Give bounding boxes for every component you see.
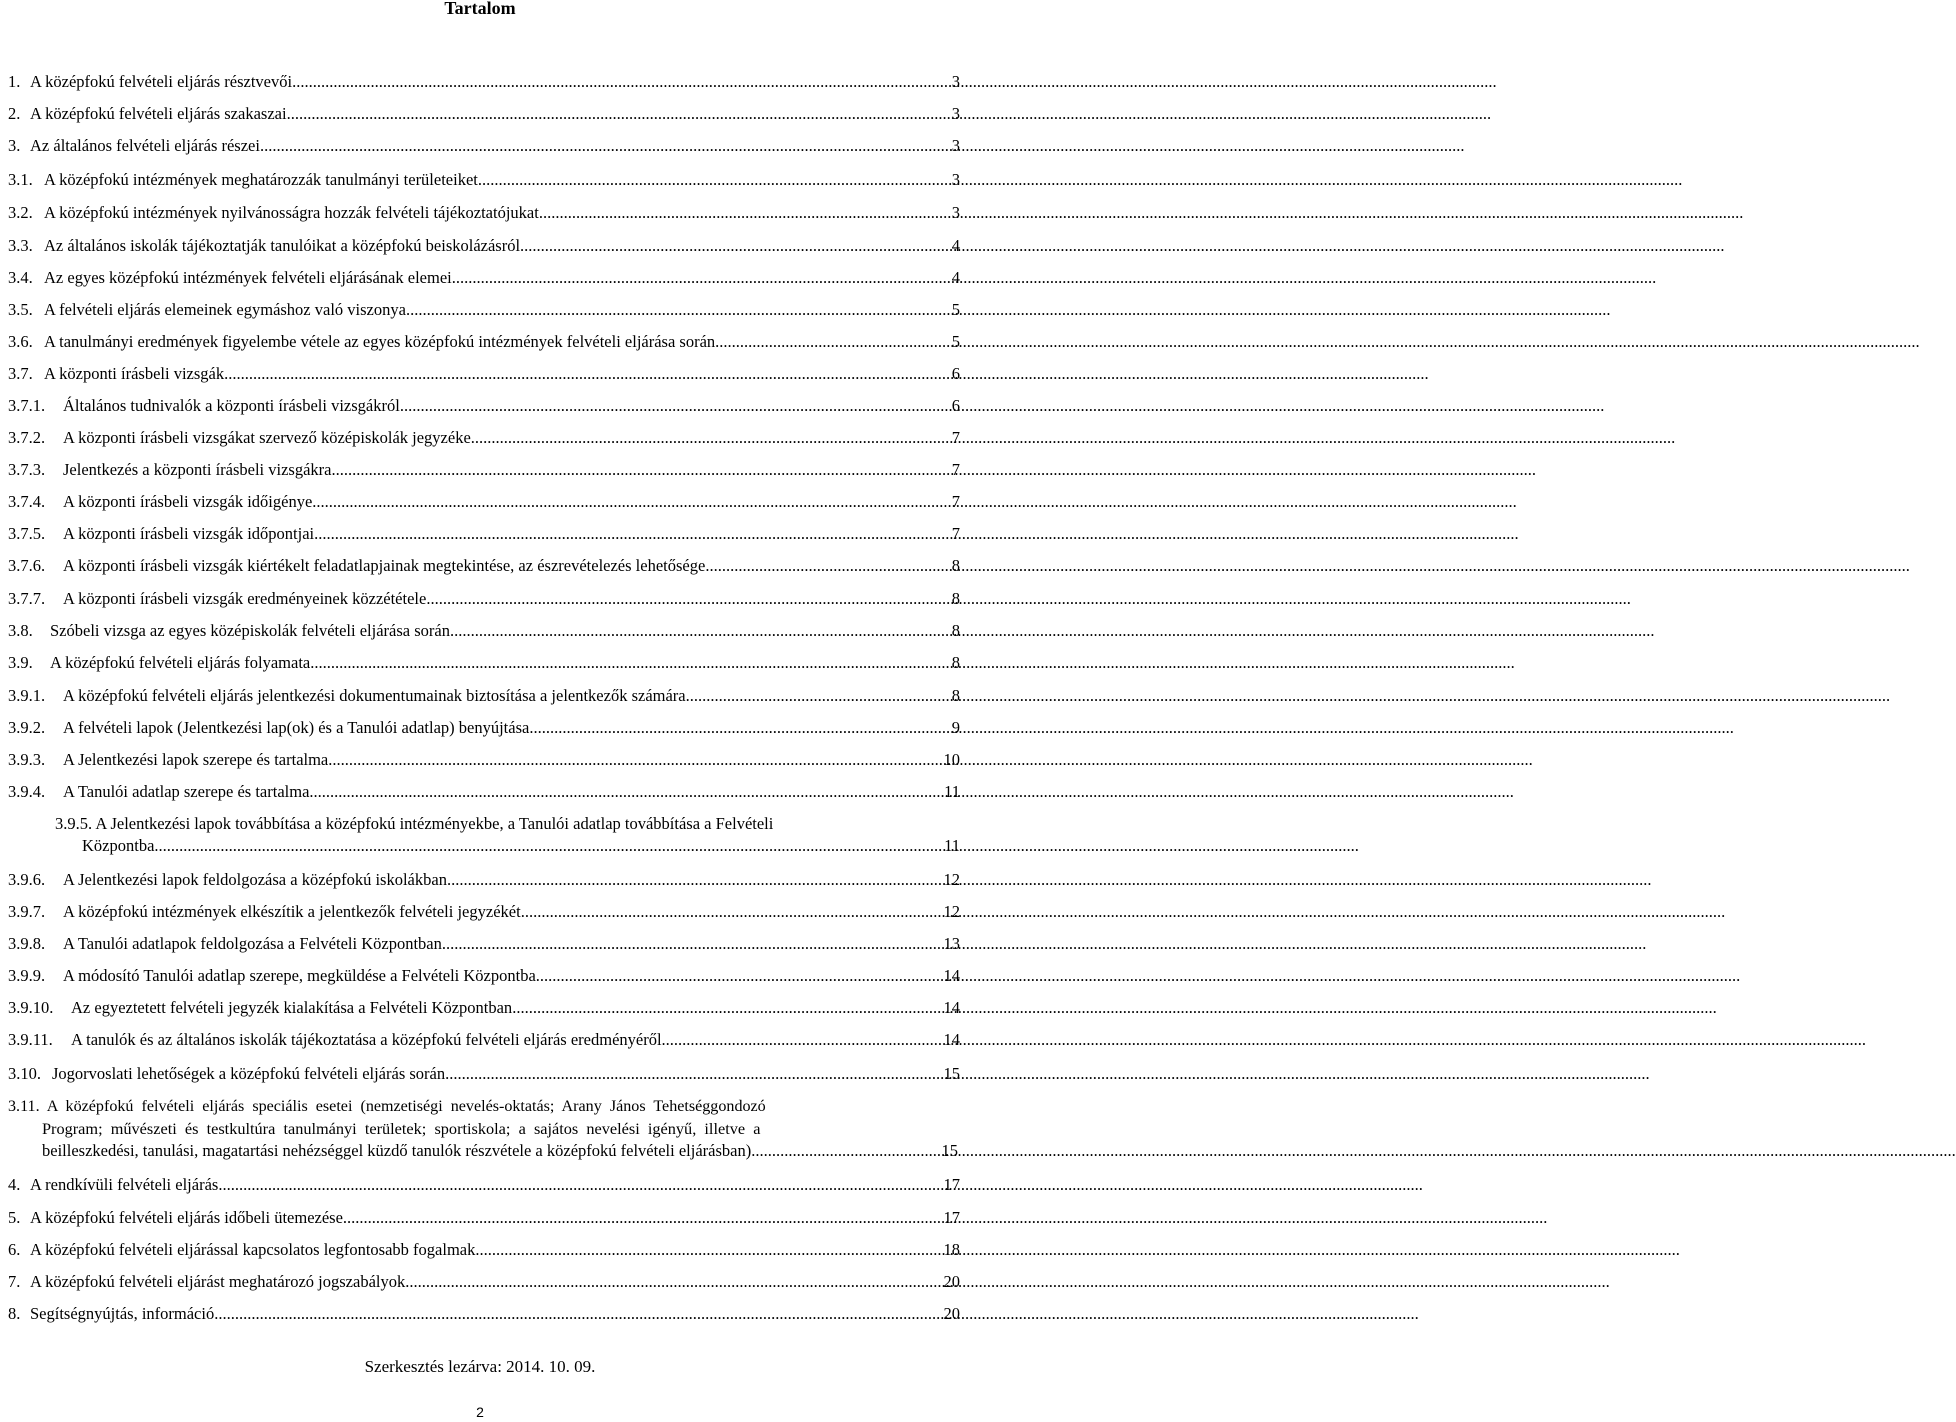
toc-title: Jelentkezés a központi írásbeli vizsgákra <box>63 460 332 479</box>
toc-page-number: 8 <box>951 653 960 672</box>
toc-leader <box>312 492 951 512</box>
toc-title: A központi írásbeli vizsgák időigénye <box>63 492 313 511</box>
toc-number: 3.3. <box>8 236 33 255</box>
page-number: 2 <box>476 1404 484 1420</box>
toc-entry[interactable] <box>8 686 960 706</box>
toc-number: 8. <box>8 1304 21 1323</box>
toc-number: 3.9.2. <box>8 718 46 737</box>
toc-title: Szóbeli vizsga az egyes középiskolák felvételi eljárása során <box>50 621 450 640</box>
toc-page-number: 6 <box>951 396 960 415</box>
toc-page-number: 14 <box>943 998 960 1017</box>
toc-leader <box>686 686 952 706</box>
toc-title: A középfokú felvételi eljárással kapcsolatos legfontosabb fogalmak <box>30 1240 476 1259</box>
toc-page-number: 7 <box>951 524 960 543</box>
toc-title: 3.9.5. A Jelentkezési lapok továbbítása a középfokú intézményekbe, a Tanulói adatlap továbbítása a Felvételi <box>55 814 774 833</box>
toc-leader <box>331 460 951 480</box>
edit-closed-date: Szerkesztés lezárva: 2014. 10. 09. <box>364 1357 596 1376</box>
toc-number: 3.7.5. <box>8 524 46 543</box>
toc-title: A középfokú felvételi eljárás szakaszai <box>30 104 287 123</box>
toc-number: 3.7.7. <box>8 589 46 608</box>
toc-entry[interactable] <box>8 750 960 770</box>
toc-number: 3.7.1. <box>8 396 46 415</box>
toc-entry[interactable] <box>8 492 960 512</box>
toc-page-number: 10 <box>943 750 960 769</box>
toc-title: A központi írásbeli vizsgák eredményeinek közzététele <box>63 589 427 608</box>
toc-page-number: 15 <box>941 1141 958 1160</box>
toc-leader <box>406 300 952 320</box>
toc-title: Központba <box>82 836 155 855</box>
toc-page-number: 17 <box>943 1175 960 1194</box>
toc-entry[interactable] <box>8 203 960 223</box>
toc-number: 4. <box>8 1175 21 1194</box>
toc-page-number: 3 <box>951 203 960 222</box>
toc-entry[interactable] <box>8 556 960 576</box>
toc-entry[interactable] <box>8 1208 960 1228</box>
toc-entry[interactable] <box>8 621 960 641</box>
toc-leader <box>715 332 952 352</box>
toc-page-number: 20 <box>943 1304 960 1323</box>
toc-leader <box>521 902 944 922</box>
toc-entry[interactable] <box>8 589 960 609</box>
toc-number: 2. <box>8 104 21 123</box>
toc-entry-line <box>8 1140 958 1162</box>
toc-leader <box>450 621 952 641</box>
toc-leader <box>400 396 952 416</box>
toc-page-number: 7 <box>951 492 960 511</box>
toc-page-number: 7 <box>951 428 960 447</box>
toc-number: 3.7.3. <box>8 460 46 479</box>
toc-title: A felvételi eljárás elemeinek egymáshoz való viszonya <box>44 300 406 319</box>
toc-title: A Jelentkezési lapok feldolgozása a középfokú iskolákban <box>63 870 447 889</box>
toc-page-number: 3 <box>951 170 960 189</box>
toc-leader <box>512 998 943 1018</box>
toc-leader <box>447 870 944 890</box>
toc-page-number: 18 <box>943 1240 960 1259</box>
toc-entry[interactable] <box>8 236 960 256</box>
toc-page-number: 5 <box>951 300 960 319</box>
toc-entry[interactable] <box>8 1304 960 1324</box>
toc-entry[interactable] <box>8 870 960 890</box>
toc-leader <box>309 782 944 802</box>
toc-entry[interactable] <box>8 170 960 190</box>
toc-title: beilleszkedési, tanulási, magatartási nehézséggel küzdő tanulók részvétele a középfokú felvételi eljárásban) <box>42 1141 752 1160</box>
toc-page-number: 12 <box>943 870 960 889</box>
toc-leader <box>445 1064 943 1084</box>
toc-leader <box>705 556 951 576</box>
toc-title: A központi írásbeli vizsgákat szervező középiskolák jegyzéke <box>63 428 471 447</box>
toc-entry[interactable] <box>8 998 960 1018</box>
toc-leader <box>471 428 952 448</box>
toc-page-number: 3 <box>951 136 960 155</box>
toc-leader <box>751 1140 941 1162</box>
toc-title: Program; művészeti és testkultúra tanulmányi területek; sportiskola; a sajátos nevelési igényű, illetve a <box>42 1119 761 1138</box>
toc-leader <box>154 835 944 857</box>
toc-entry[interactable] <box>8 1064 960 1084</box>
toc-number: 3.9.1. <box>8 686 46 705</box>
toc-number: 3.9.8. <box>8 934 46 953</box>
toc-page-number: 3 <box>951 104 960 123</box>
toc-title: A középfokú intézmények elkészítik a jelentkezők felvételi jegyzékét <box>63 902 521 921</box>
page-title: Tartalom <box>444 0 516 18</box>
toc-entry[interactable] <box>8 653 960 673</box>
toc-number: 3.9.10. <box>8 998 54 1017</box>
toc-leader <box>287 104 952 124</box>
toc-page-number: 17 <box>943 1208 960 1227</box>
toc-number: 3.9.9. <box>8 966 46 985</box>
toc-page-number: 6 <box>951 364 960 383</box>
toc-number: 3.9.3. <box>8 750 46 769</box>
toc-leader <box>442 934 944 954</box>
toc-page-number: 8 <box>951 621 960 640</box>
toc-title: A középfokú intézmények meghatározzák tanulmányi területeiket <box>44 170 478 189</box>
toc-number: 3.5. <box>8 300 33 319</box>
toc-number: 3.1. <box>8 170 33 189</box>
toc-title: A Jelentkezési lapok szerepe és tartalma <box>63 750 329 769</box>
toc-title: A központi írásbeli vizsgák <box>44 364 225 383</box>
toc-number: 3.7. <box>8 364 33 383</box>
toc-leader <box>536 966 944 986</box>
toc-number: 5. <box>8 1208 21 1227</box>
toc-leader <box>529 718 951 738</box>
toc-page-number: 11 <box>944 836 960 855</box>
toc-title: A középfokú felvételi eljárás időbeli ütemezése <box>30 1208 343 1227</box>
toc-page-number: 3 <box>951 72 960 91</box>
toc-title: A középfokú felvételi eljárás jelentkezési dokumentumainak biztosítása a jelentkezők számára <box>63 686 686 705</box>
toc-number: 3.6. <box>8 332 33 351</box>
toc-title: A központi írásbeli vizsgák kiértékelt feladatlapjainak megtekintése, az észrevételezés lehetősége <box>63 556 706 575</box>
toc-leader <box>520 236 952 256</box>
toc-number: 3.9.6. <box>8 870 46 889</box>
toc-entry[interactable] <box>8 332 960 352</box>
toc-number: 3.7.2. <box>8 428 46 447</box>
toc-entry[interactable] <box>8 718 960 738</box>
toc-entry[interactable] <box>8 364 960 384</box>
toc-number: 3.9. <box>8 653 33 672</box>
toc-leader <box>539 203 952 223</box>
toc-leader <box>260 136 952 156</box>
toc-entry[interactable] <box>8 902 960 922</box>
toc-leader <box>475 1240 943 1260</box>
toc-number: 7. <box>8 1272 21 1291</box>
toc-number: 3. <box>8 136 21 155</box>
toc-page-number: 15 <box>943 1064 960 1083</box>
toc-entry[interactable] <box>8 136 960 156</box>
toc-number: 3.9.4. <box>8 782 46 801</box>
toc-number: 3.10. <box>8 1064 41 1083</box>
toc-leader <box>405 1272 943 1292</box>
toc-title: A középfokú felvételi eljárás folyamata <box>50 653 311 672</box>
toc-entry[interactable] <box>8 1175 960 1195</box>
toc-number: 1. <box>8 72 21 91</box>
toc-page-number: 12 <box>943 902 960 921</box>
toc-page-number: 8 <box>951 589 960 608</box>
toc-title: Jogorvoslati lehetőségek a középfokú felvételi eljárás során <box>52 1064 446 1083</box>
toc-entry[interactable] <box>8 72 960 92</box>
toc-entry[interactable] <box>8 104 960 124</box>
toc-number: 3.9.11. <box>8 1030 53 1049</box>
toc-entry[interactable] <box>8 934 960 954</box>
toc-title: Az általános iskolák tájékoztatják tanulóikat a középfokú beiskolázásról <box>44 236 521 255</box>
toc-title: Az egyeztetett felvételi jegyzék kialakítása a Felvételi Központban <box>71 998 513 1017</box>
toc-title: A módosító Tanulói adatlap szerepe, megküldése a Felvételi Központba <box>63 966 536 985</box>
toc-entry[interactable] <box>8 1030 960 1050</box>
toc-title: A tanulmányi eredmények figyelembe vétele az egyes középfokú intézmények felvételi eljárása során <box>44 332 716 351</box>
toc-page-number: 4 <box>951 268 960 287</box>
toc-number: 3.2. <box>8 203 33 222</box>
toc-entry[interactable] <box>8 300 960 320</box>
toc-page-number: 8 <box>951 686 960 705</box>
toc-page-number: 14 <box>943 1030 960 1049</box>
toc-title: Az általános felvételi eljárás részei <box>30 136 260 155</box>
toc-entry[interactable] <box>8 524 960 544</box>
toc-leader <box>328 750 943 770</box>
toc-entry-line <box>55 835 960 857</box>
toc-leader <box>310 653 952 673</box>
toc-title: Általános tudnivalók a központi írásbeli vizsgákról <box>63 396 400 415</box>
toc-number: 3.4. <box>8 268 33 287</box>
toc-page-number: 13 <box>943 934 960 953</box>
toc-entry[interactable] <box>8 966 960 986</box>
toc-leader <box>426 589 951 609</box>
toc-number: 3.8. <box>8 621 33 640</box>
toc-page-number: 4 <box>951 236 960 255</box>
toc-page-number: 14 <box>943 966 960 985</box>
toc-title: Az egyes középfokú intézmények felvételi eljárásának elemei <box>44 268 452 287</box>
toc-entry[interactable] <box>8 428 960 448</box>
toc-leader <box>292 72 952 92</box>
toc-title: A középfokú felvételi eljárást meghatározó jogszabályok <box>30 1272 406 1291</box>
toc-page-number: 8 <box>951 556 960 575</box>
toc-title: Segítségnyújtás, információ <box>30 1304 215 1323</box>
toc-entry[interactable] <box>8 1096 958 1162</box>
toc-leader <box>662 1030 944 1050</box>
toc-leader <box>224 364 952 384</box>
toc-title: A Tanulói adatlap szerepe és tartalma <box>63 782 310 801</box>
toc-number: 3.7.6. <box>8 556 46 575</box>
toc-number: 3.7.4. <box>8 492 46 511</box>
toc-page-number: 5 <box>951 332 960 351</box>
toc-entry[interactable] <box>8 1272 960 1292</box>
toc-entry[interactable] <box>8 460 960 480</box>
toc-leader <box>452 268 952 288</box>
toc-entry[interactable] <box>55 813 960 857</box>
toc-number: 3.9.7. <box>8 902 46 921</box>
toc-leader <box>218 1175 943 1195</box>
toc-title: 3.11. A középfokú felvételi eljárás speciális esetei (nemzetiségi nevelés-oktatás; Arany János Tehetséggondozó <box>8 1098 766 1115</box>
toc-title: A Tanulói adatlapok feldolgozása a Felvételi Központban <box>63 934 442 953</box>
toc-page-number: 20 <box>943 1272 960 1291</box>
toc-title: A tanulók és az általános iskolák tájékoztatása a középfokú felvételi eljárás eredményéről <box>71 1030 662 1049</box>
toc-entry[interactable] <box>8 782 960 802</box>
toc-title: A felvételi lapok (Jelentkezési lap(ok) és a Tanulói adatlap) benyújtása <box>63 718 530 737</box>
toc-leader <box>478 170 952 190</box>
toc-title: A középfokú intézmények nyilvánosságra hozzák felvételi tájékoztatójukat <box>44 203 539 222</box>
toc-title: A középfokú felvételi eljárás résztvevői <box>30 72 293 91</box>
toc-page-number: 7 <box>951 460 960 479</box>
toc-page-number: 9 <box>951 718 960 737</box>
toc-leader <box>214 1304 943 1324</box>
toc-entry[interactable] <box>8 396 960 416</box>
toc-leader <box>314 524 952 544</box>
toc-leader <box>343 1208 944 1228</box>
toc-title: A rendkívüli felvételi eljárás <box>30 1175 219 1194</box>
toc-page-number: 11 <box>944 782 960 801</box>
toc-entry[interactable] <box>8 268 960 288</box>
toc-entry[interactable] <box>8 1240 960 1260</box>
toc-number: 6. <box>8 1240 21 1259</box>
toc-title: A központi írásbeli vizsgák időpontjai <box>63 524 315 543</box>
